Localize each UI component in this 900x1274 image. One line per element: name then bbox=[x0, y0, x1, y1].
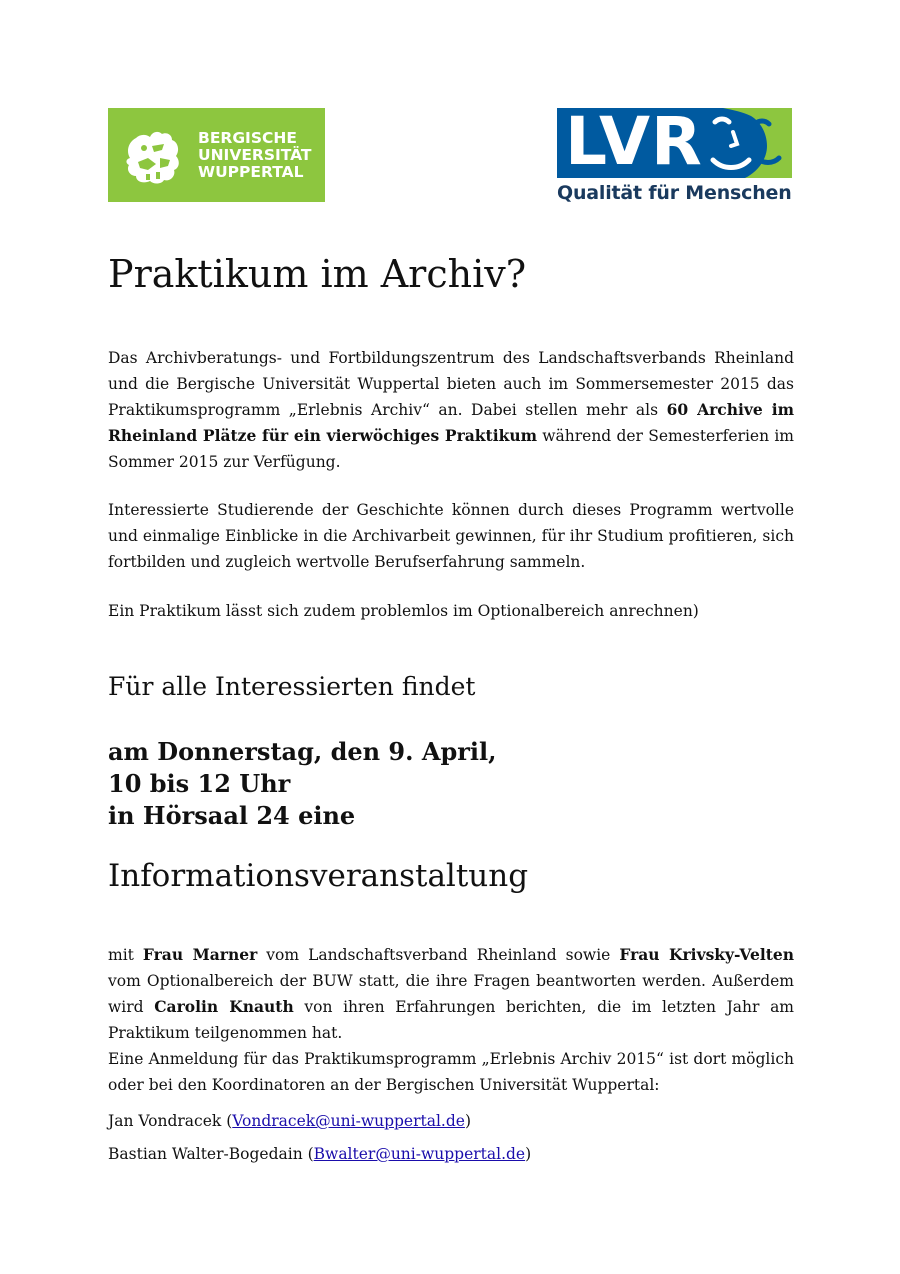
intro-bold-text: 60 Archive im Rheinland Plätze für ein vierwöchiges Praktikum bbox=[108, 400, 794, 445]
email-link-bwalter[interactable]: Bwalter@uni-wuppertal.de bbox=[313, 1145, 526, 1163]
intro-text-1: Das Archivberatungs- und Fortbildungszentrum des Landschaftsverbands Rheinland und die Bergische Universität Wuppertal bieten auch im Sommersemester 2015 das Praktikumsprogramm „Erlebnis Archiv“ an. Dabei stellen mehr als bbox=[108, 349, 794, 419]
info-event-heading: Informationsveranstaltung bbox=[108, 858, 529, 894]
buw-line-1: BERGISCHE bbox=[198, 129, 297, 147]
lion-crest-icon bbox=[122, 128, 184, 186]
contact-walter-bogedain bbox=[108, 1145, 531, 1163]
credit-paragraph: Ein Praktikum lässt sich zudem problemlos im Optionalbereich anrechnen) bbox=[108, 602, 699, 620]
buw-line-3: WUPPERTAL bbox=[198, 163, 304, 181]
buw-wordmark bbox=[198, 130, 312, 181]
page-title: Praktikum im Archiv? bbox=[108, 252, 527, 296]
lvr-box bbox=[557, 103, 792, 180]
lvr-tagline: Qualität für Menschen bbox=[557, 182, 792, 204]
intro-text-2: während der Semesterferien im Sommer 2015 zur Verfügung. bbox=[108, 427, 794, 471]
email-link-vondracek[interactable]: Vondracek@uni-wuppertal.de bbox=[232, 1112, 465, 1130]
registration-text: Eine Anmeldung für das Praktikumsprogramm „Erlebnis Archiv 2015“ ist dort möglich oder bei den Koordinatoren an der Bergischen Universität Wuppertal: bbox=[108, 1050, 794, 1094]
contact-name: Bastian Walter-Bogedain ( bbox=[108, 1145, 314, 1163]
contact-close: ) bbox=[525, 1145, 532, 1163]
smiling-face-icon bbox=[705, 108, 792, 178]
benefits-paragraph: Interessierte Studierende der Geschichte können durch dieses Programm wertvolle und einmalige Einblicke in die Archivarbeit gewinnen, für ihr Studium profitieren, sich fortbilden und zugleich wertvolle Berufserfahrung sammeln. bbox=[108, 501, 794, 571]
contact-name: Jan Vondracek ( bbox=[108, 1112, 233, 1130]
buw-line-2: UNIVERSITÄT bbox=[198, 146, 312, 164]
for-all-heading: Für alle Interessierten findet bbox=[108, 672, 476, 701]
event-room: in Hörsaal 24 eine bbox=[108, 801, 356, 830]
event-time: 10 bis 12 Uhr bbox=[108, 769, 291, 798]
details-paragraph bbox=[108, 942, 794, 1098]
details-text-2: vom Landschaftsverband Rheinland sowie bbox=[257, 946, 620, 964]
buw-logo bbox=[108, 108, 325, 202]
lvr-letters: LVR bbox=[565, 103, 703, 180]
speaker-knauth: Carolin Knauth bbox=[154, 997, 294, 1016]
intro-paragraph bbox=[108, 345, 794, 475]
lvr-logo bbox=[557, 103, 795, 208]
speaker-marner: Frau Marner bbox=[142, 945, 258, 964]
details-text-4: von ihren Erfahrungen berichten, die im letzten Jahr am Praktikum teilgenommen hat. bbox=[108, 998, 795, 1042]
contact-close: ) bbox=[464, 1112, 472, 1130]
details-text-3: vom Optionalbereich der BUW statt, die ihre Fragen beantworten werden. Außerdem wird bbox=[108, 972, 794, 1016]
event-details bbox=[108, 736, 496, 832]
details-text-1: mit bbox=[108, 946, 143, 964]
event-date: am Donnerstag, den 9. April, bbox=[108, 737, 497, 766]
speaker-krivsky-velten: Frau Krivsky-Velten bbox=[619, 945, 794, 964]
contact-vondracek bbox=[108, 1112, 471, 1130]
